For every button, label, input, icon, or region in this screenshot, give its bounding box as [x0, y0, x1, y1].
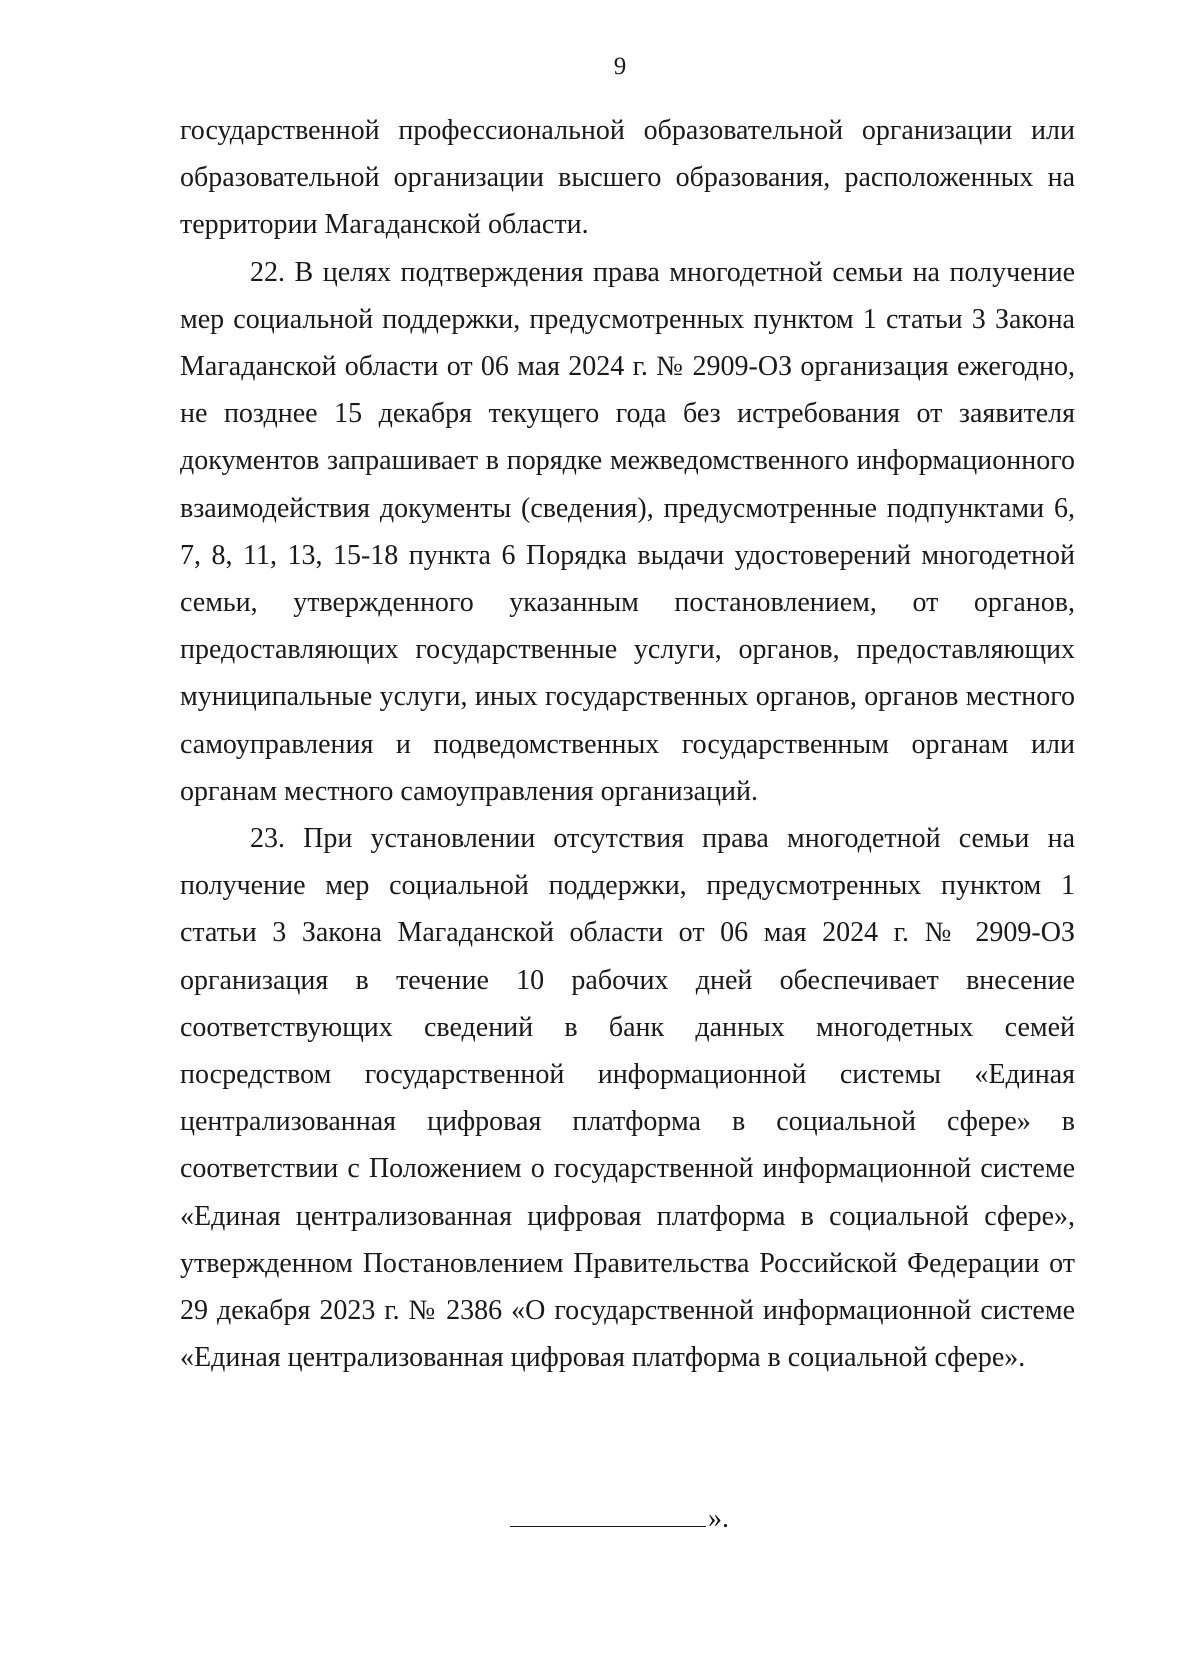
closing-mark — [510, 1502, 729, 1536]
page-number: 9 — [613, 53, 627, 80]
document-body — [180, 107, 1075, 1381]
closing-quote: ». — [708, 1503, 729, 1534]
paragraph-continuation: государственной профессиональной образовательной организации или образовательной организации высшего образования, расположенных на территории Магаданской области. — [180, 115, 1075, 241]
closing-underline — [510, 1526, 706, 1527]
paragraph-item-22: 22. В целях подтверждения права многодетной семьи на получение мер социальной поддержки, предусмотренных пунктом 1 статьи 3 Закона Магаданской области от 06 мая 2024 г. № 2909-ОЗ организация ежегодно, не позднее 15 декабря текущего года без истребования от заявителя документов запрашивает в порядке межведомственного информационного взаимодействия документы (сведения), предусмотренные подпунктами 6, 7, 8, 11, 13, 15-18 пункта 6 Порядка выдачи удостоверений многодетной семьи, утвержденного указанным постановлением, от органов, предоставляющих государственные услуги, органов, предоставляющих муниципальные услуги, иных государственных органов, органов местного самоуправления и подведомственных государственным органам или органам местного самоуправления организаций. — [180, 256, 1075, 807]
paragraph-item-23: 23. При установлении отсутствия права многодетной семьи на получение мер социальной поддержки, предусмотренных пунктом 1 статьи 3 Закона Магаданской области от 06 мая 2024 г. № 2909-ОЗ организация в течение 10 рабочих дней обеспечивает внесение соответствующих сведений в банк данных многодетных семей посредством государственной информационной системы «Единая централизованная цифровая платформа в социальной сфере» в соответствии с Положением о государственной информационной системе «Единая централизованная цифровая платформа в социальной сфере», утвержденном Постановлением Правительства Российской Федерации от 29 декабря 2023 г. № 2386 «О государственной информационной системе «Единая централизованная цифровая платформа в социальной сфере». — [180, 823, 1075, 1374]
